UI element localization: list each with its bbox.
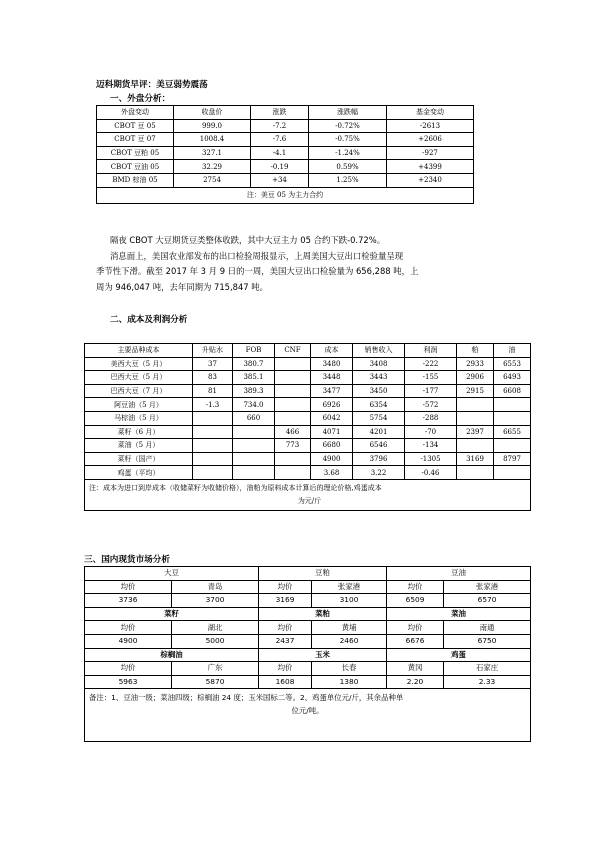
table-cell: +2606	[387, 133, 474, 147]
table-cell: +34	[251, 173, 309, 187]
group-row	[85, 567, 531, 581]
header-cell: CNF	[275, 344, 311, 358]
subheader-cell: 张家港	[444, 580, 531, 594]
table-cell	[233, 466, 275, 480]
table-cell	[193, 466, 233, 480]
header-cell: 涨跌幅	[309, 106, 387, 120]
subheader-cell: 石家庄	[444, 662, 531, 676]
subheader-cell: 长春	[312, 662, 387, 676]
table-cell	[457, 411, 494, 425]
table-cell: 5754	[353, 411, 405, 425]
table-cell	[275, 371, 311, 385]
paragraph-overnight: 隔夜 CBOT 大豆期货豆类整体收跌，其中大豆主力 05 合约下跌-0.72%。	[110, 235, 386, 245]
group-cell: 棕榈油	[85, 648, 259, 662]
table-cell: 4900	[311, 452, 353, 466]
table-cell	[275, 398, 311, 412]
table-cell: 32.29	[174, 160, 251, 174]
table-cell: 3169	[457, 452, 494, 466]
value-cell: 5000	[172, 634, 259, 648]
table-row	[97, 146, 474, 160]
table-cell: -1305	[405, 452, 457, 466]
table-cell: 327.1	[174, 146, 251, 160]
group-cell: 大豆	[85, 567, 259, 581]
value-cell: 6750	[444, 634, 531, 648]
subheader-cell: 广东	[172, 662, 259, 676]
header-cell: 收盘价	[174, 106, 251, 120]
table-cell: 3477	[311, 384, 353, 398]
table-row	[85, 411, 531, 425]
table-cell: 2397	[457, 425, 494, 439]
table-cell	[233, 452, 275, 466]
subheader-cell: 均价	[85, 662, 172, 676]
table-cell: 734.0	[233, 398, 275, 412]
table-cell	[494, 466, 531, 480]
table-cell: -0.19	[251, 160, 309, 174]
value-cell: 2437	[259, 634, 312, 648]
table-cell	[494, 411, 531, 425]
header-cell: FOB	[233, 344, 275, 358]
group-cell: 豆粕	[259, 567, 387, 581]
table-cell: -7.6	[251, 133, 309, 147]
header-cell: 升贴水	[193, 344, 233, 358]
table-cell: 1008.4	[174, 133, 251, 147]
table-cell: 773	[275, 439, 311, 453]
table-cell	[494, 398, 531, 412]
table-cell: CBOT 豆油 05	[97, 160, 174, 174]
subheader-cell: 均价	[259, 662, 312, 676]
table-note-row	[97, 187, 474, 203]
table-note: 注：美豆 05 为主力合约	[97, 187, 474, 203]
section1-heading: 一、外盘分析：	[110, 94, 171, 104]
value-cell: 6676	[387, 634, 444, 648]
subheader-cell: 均价	[259, 621, 312, 635]
subheader-cell: 张家港	[312, 580, 387, 594]
table-cell	[457, 466, 494, 480]
header-cell: 基金变动	[387, 106, 474, 120]
table-cell: +4399	[387, 160, 474, 174]
group-cell: 菜油	[387, 607, 531, 621]
table-cell: -7.2	[251, 119, 309, 133]
value-cell: 1380	[312, 675, 387, 689]
value-cell: 3736	[85, 594, 172, 608]
table-cell: 6354	[353, 398, 405, 412]
futures-table	[96, 105, 474, 204]
table-cell: 999.0	[174, 119, 251, 133]
table-note-line2: 位元/吨。	[291, 706, 324, 716]
table-note	[85, 689, 531, 742]
subheader-cell: 南通	[444, 621, 531, 635]
table-cell: -0.46	[405, 466, 457, 480]
table-cell: 6655	[494, 425, 531, 439]
table-cell: 3443	[353, 371, 405, 385]
table-cell	[494, 439, 531, 453]
table-cell: 巴西大豆（7 月）	[85, 384, 193, 398]
table-cell: 2915	[457, 384, 494, 398]
paragraph-news-line2: 季节性下滑。截至 2017 年 3 月 9 日的一周，美国大豆出口检验量为 656,288 吨，上	[96, 266, 419, 276]
value-cell: 5963	[85, 675, 172, 689]
table-cell: 660	[233, 411, 275, 425]
value-cell: 2.20	[387, 675, 444, 689]
subheader-cell: 均价	[387, 580, 444, 594]
table-cell	[457, 439, 494, 453]
table-cell: -1.3	[193, 398, 233, 412]
header-cell: 利润	[405, 344, 457, 358]
table-cell: 菜油（5 月）	[85, 439, 193, 453]
table-note	[85, 479, 531, 510]
header-cell: 涨跌	[251, 106, 309, 120]
table-cell: 6042	[311, 411, 353, 425]
value-cell: 5870	[172, 675, 259, 689]
subheader-row	[85, 662, 531, 676]
group-cell: 玉米	[259, 648, 387, 662]
subheader-cell: 均价	[259, 580, 312, 594]
table-cell	[275, 384, 311, 398]
subheader-cell: 均价	[85, 580, 172, 594]
table-cell: 2906	[457, 371, 494, 385]
table-cell	[275, 411, 311, 425]
table-row	[97, 119, 474, 133]
cost-profit-table	[84, 343, 531, 511]
table-cell	[193, 439, 233, 453]
table-cell: 1.25%	[309, 173, 387, 187]
table-note-line1: 注：成本为进口到岸成本（收储菜籽为收储价格），油粕为原料成本计算后的理论价格,鸡蛋成本	[89, 483, 382, 492]
table-cell: 4071	[311, 425, 353, 439]
table-cell: -288	[405, 411, 457, 425]
table-cell: 466	[275, 425, 311, 439]
group-cell: 菜粕	[259, 607, 387, 621]
table-row	[97, 173, 474, 187]
header-cell: 主要品种成本	[85, 344, 193, 358]
table-cell: 2933	[457, 357, 494, 371]
table-cell: 3480	[311, 357, 353, 371]
value-cell: 3700	[172, 594, 259, 608]
value-cell: 6509	[387, 594, 444, 608]
group-cell: 菜籽	[85, 607, 259, 621]
table-cell: 菜籽（6 月）	[85, 425, 193, 439]
subheader-row	[85, 580, 531, 594]
table-cell: 巴西大豆（5 月）	[85, 371, 193, 385]
table-cell: 6608	[494, 384, 531, 398]
table-cell: 6926	[311, 398, 353, 412]
table-cell: 3408	[353, 357, 405, 371]
table-cell	[193, 425, 233, 439]
table-cell: -134	[405, 439, 457, 453]
table-cell: 鸡蛋（平均）	[85, 466, 193, 480]
group-cell: 豆油	[387, 567, 531, 581]
table-cell: 6493	[494, 371, 531, 385]
table-cell: 37	[193, 357, 233, 371]
subheader-cell: 黄埔	[312, 621, 387, 635]
table-note-line1: 备注：1、豆油一级；菜油四级；棕榈油 24 度；玉米国标二等。2、鸡蛋单位元/斤，其余品种单	[89, 693, 404, 703]
table-cell	[193, 452, 233, 466]
header-cell: 外盘变动	[97, 106, 174, 120]
table-cell: -222	[405, 357, 457, 371]
value-cell: 1608	[259, 675, 312, 689]
table-cell: 3450	[353, 384, 405, 398]
table-row	[85, 398, 531, 412]
subheader-cell: 青岛	[172, 580, 259, 594]
spot-market-table	[84, 566, 531, 742]
header-cell: 成本	[311, 344, 353, 358]
subheader-cell: 均价	[387, 621, 444, 635]
table-cell: 阿豆油（5 月）	[85, 398, 193, 412]
table-cell: CBOT 豆粕 05	[97, 146, 174, 160]
table-cell: 385.1	[233, 371, 275, 385]
table-row	[85, 452, 531, 466]
value-cell: 2.33	[444, 675, 531, 689]
value-cell: 2460	[312, 634, 387, 648]
table-cell	[233, 425, 275, 439]
table-cell: 389.3	[233, 384, 275, 398]
table-cell: 3.22	[353, 466, 405, 480]
table-cell: 3448	[311, 371, 353, 385]
value-row	[85, 594, 531, 608]
table-cell: -70	[405, 425, 457, 439]
table-note-row	[85, 479, 531, 510]
table-cell: 6546	[353, 439, 405, 453]
table-cell: 3796	[353, 452, 405, 466]
header-cell: 油	[494, 344, 531, 358]
header-cell: 销售收入	[353, 344, 405, 358]
table-cell: BMD 棕油 05	[97, 173, 174, 187]
report-title: 迈科期货早评：美豆弱势震荡	[96, 80, 208, 90]
table-cell: CBOT 豆 07	[97, 133, 174, 147]
table-row	[85, 357, 531, 371]
table-cell: 6680	[311, 439, 353, 453]
table-cell: 2754	[174, 173, 251, 187]
table-cell: 菜籽（国产）	[85, 452, 193, 466]
table-cell: -4.1	[251, 146, 309, 160]
group-row	[85, 648, 531, 662]
table-cell: -177	[405, 384, 457, 398]
table-row	[85, 439, 531, 453]
table-cell	[457, 398, 494, 412]
table-cell: 美西大豆（5 月）	[85, 357, 193, 371]
value-cell: 3169	[259, 594, 312, 608]
subheader-cell: 黄冈	[387, 662, 444, 676]
header-cell: 粕	[457, 344, 494, 358]
table-cell: 81	[193, 384, 233, 398]
value-cell: 3100	[312, 594, 387, 608]
table-cell: 4201	[353, 425, 405, 439]
table-cell: 马棕油（5 月）	[85, 411, 193, 425]
value-row	[85, 634, 531, 648]
table-row	[85, 371, 531, 385]
table-row	[85, 425, 531, 439]
table-row	[97, 133, 474, 147]
value-cell: 4900	[85, 634, 172, 648]
table-cell: 8797	[494, 452, 531, 466]
table-row	[97, 160, 474, 174]
table-note-line2: 为元/斤	[297, 496, 322, 505]
table-cell: -927	[387, 146, 474, 160]
paragraph-news-line1: 消息面上，美国农业部发布的出口检验周报显示，上周美国大豆出口检验量呈现	[110, 251, 404, 261]
table-cell: -0.72%	[309, 119, 387, 133]
table-row	[85, 466, 531, 480]
table-cell: 83	[193, 371, 233, 385]
paragraph-news-line3: 周为 946,047 吨，去年同期为 715,847 吨。	[96, 282, 269, 292]
table-cell: 380.7	[233, 357, 275, 371]
table-row	[85, 384, 531, 398]
section2-heading: 二、成本及利润分析	[110, 315, 188, 325]
table-cell: CBOT 豆 05	[97, 119, 174, 133]
table-cell: +2340	[387, 173, 474, 187]
table-cell: 0.59%	[309, 160, 387, 174]
table-cell: -0.75%	[309, 133, 387, 147]
value-row	[85, 675, 531, 689]
group-row	[85, 607, 531, 621]
section3-heading: 三、国内现货市场分析	[84, 555, 170, 565]
table-cell: 3.68	[311, 466, 353, 480]
table-cell	[233, 439, 275, 453]
subheader-row	[85, 621, 531, 635]
table-cell: -155	[405, 371, 457, 385]
table-cell	[275, 466, 311, 480]
table-cell: -572	[405, 398, 457, 412]
table-note-row	[85, 689, 531, 742]
table-cell: -2613	[387, 119, 474, 133]
table-cell	[275, 452, 311, 466]
subheader-cell: 湖北	[172, 621, 259, 635]
value-cell: 6570	[444, 594, 531, 608]
table-cell	[193, 411, 233, 425]
table-cell: 6553	[494, 357, 531, 371]
group-cell: 鸡蛋	[387, 648, 531, 662]
table-header-row	[97, 106, 474, 120]
table-cell: -1.24%	[309, 146, 387, 160]
subheader-cell: 均价	[85, 621, 172, 635]
table-cell	[275, 357, 311, 371]
table-header-row	[85, 344, 531, 358]
